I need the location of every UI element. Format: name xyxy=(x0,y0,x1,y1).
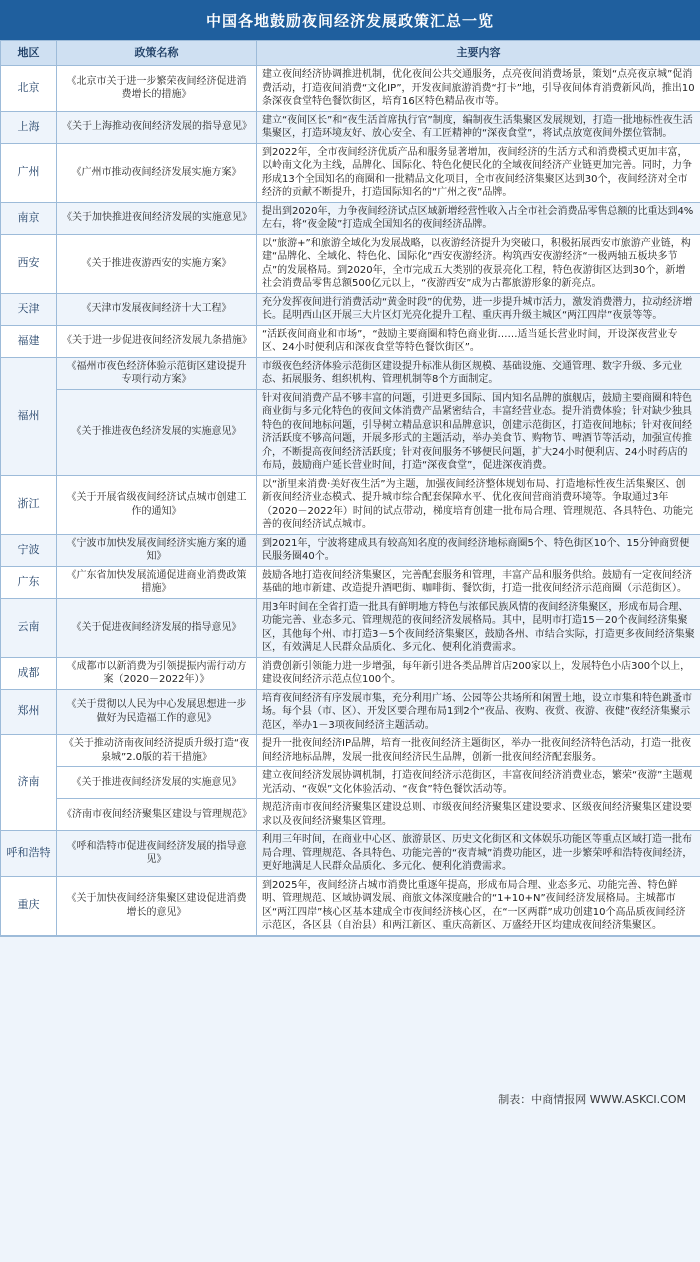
region-cell: 西安 xyxy=(1,234,57,293)
region-cell: 云南 xyxy=(1,598,57,657)
policy-cell: 《关于加快夜间经济集聚区建设促进消费增长的意见》 xyxy=(57,876,257,935)
policy-cell: 《广州市推动夜间经济发展实施方案》 xyxy=(57,143,257,202)
policy-cell: 《关于开展省级夜间经济试点城市创建工作的通知》 xyxy=(57,475,257,534)
content-cell: 培育夜间经济有序发展市集，充分利用广场、公园等公共场所和闲置土地，设立市集和特色跳蚤市场。每个县（市、区）、开发区要合理布局1到2个“夜品、夜购、夜赏、夜游、夜健”夜经济集聚示范区，举办1－3项夜间经济主题活动。 xyxy=(257,689,700,735)
policy-cell: 《呼和浩特市促进夜间经济发展的指导意见》 xyxy=(57,831,257,877)
table-row xyxy=(1,799,700,831)
policy-cell: 《天津市发展夜间经济十大工程》 xyxy=(57,293,257,325)
region-cell: 浙江 xyxy=(1,475,57,534)
table-row xyxy=(1,66,700,112)
table-row xyxy=(1,325,700,357)
content-cell: 以“旅游+”和旅游全域化为发展战略，以夜游经济提升为突破口，积极拓展西安市旅游产业链，构建“品牌化、全域化、特色化、国际化”西安夜游经济。构筑西安夜游经济“一极两轴五板块多节点”的发展格局。到2020年，全市完成五大类别的夜景亮化工程，特色夜游街区达到30个，新增社会消费品零售总额500亿元以上，“夜游西安”成为古都旅游形象的新亮点。 xyxy=(257,234,700,293)
policy-cell: 《关于推进夜色经济发展的实施意见》 xyxy=(57,389,257,475)
table-row xyxy=(1,767,700,799)
content-cell: 建立夜间经济发展协调机制，打造夜间经济示范街区，丰富夜间经济消费业态，繁荣“夜游”主题观光活动、“夜娱”文化体验活动、“夜食”特色餐饮活动等。 xyxy=(257,767,700,799)
policy-cell: 《关于贯彻以人民为中心发展思想进一步做好为民造福工作的意见》 xyxy=(57,689,257,735)
table-header-row xyxy=(1,41,700,66)
content-cell: “活跃夜间商业和市场”，“鼓励主要商圈和特色商业街……适当延长营业时间，开设深夜营业专区、24小时便利店和深夜食堂等特色餐饮街区”。 xyxy=(257,325,700,357)
region-cell: 广州 xyxy=(1,143,57,202)
region-cell: 济南 xyxy=(1,735,57,831)
table-row xyxy=(1,475,700,534)
policy-cell: 《福州市夜色经济体验示范街区建设提升专项行动方案》 xyxy=(57,357,257,389)
table-row xyxy=(1,598,700,657)
table-row xyxy=(1,293,700,325)
region-cell: 宁波 xyxy=(1,534,57,566)
policy-cell: 《关于推动济南夜间经济提质升级打造“夜泉城”2.0版的若干措施》 xyxy=(57,735,257,767)
region-cell: 呼和浩特 xyxy=(1,831,57,877)
header-content: 主要内容 xyxy=(257,41,700,66)
table-row xyxy=(1,389,700,475)
content-cell: 以“浙里来消费·美好夜生活”为主题，加强夜间经济整体规划布局、打造地标性夜生活集聚区、创新夜间经济业态模式、提升城市综合配套保障水平、优化夜间营商消费环境等。争取通过3年（2020－2022年）时间的试点带动，梯度培育创建一批布局合理、管理规范、各具特色、功能完善的夜间经济试点城市。 xyxy=(257,475,700,534)
content-cell: 消费创新引领能力进一步增强，每年新引进各类品牌首店200家以上，发展特色小店300个以上，建设夜间经济示范点位100个。 xyxy=(257,657,700,689)
table-row xyxy=(1,657,700,689)
policy-table xyxy=(0,40,700,936)
region-cell: 北京 xyxy=(1,66,57,112)
content-cell: 建立“夜间区长”和“夜生活首席执行官”制度，编制夜生活集聚区发展规划，打造一批地标性夜生活集聚区，打造环境友好、放心安全、有工匠精神的“深夜食堂”，将试点放宽夜间外摆位管制。 xyxy=(257,111,700,143)
table-row xyxy=(1,689,700,735)
policy-cell: 《关于推进夜间经济发展的实施意见》 xyxy=(57,767,257,799)
content-cell: 到2021年，宁波将建成具有较高知名度的夜间经济地标商圈5个、特色街区10个、15分钟商贸便民服务圈40个。 xyxy=(257,534,700,566)
content-cell: 到2025年，夜间经济占城市消费比重逐年提高，形成布局合理、业态多元、功能完善、特色鲜明、管理规范、区域协调发展、商旅文体深度融合的“1+10+N”夜间经济发展格局。主城都市区“两江四岸”核心区基本建成全市夜间经济核心区，在“一区两群”成功创建10个高品质夜间经济示范区，各区县（自治县）和两江新区、重庆高新区、万盛经开区均建成夜间经济集聚区。 xyxy=(257,876,700,935)
region-cell: 郑州 xyxy=(1,689,57,735)
policy-cell: 《成都市以新消费为引领提振内需行动方案（2020－2022年）》 xyxy=(57,657,257,689)
header-region: 地区 xyxy=(1,41,57,66)
content-cell: 用3年时间在全省打造一批具有鲜明地方特色与浓郁民族风情的夜间经济集聚区，形成布局合理、功能完善、业态多元、管理规范的夜间经济发展格局。其中，昆明市打造15－20个夜间经济集聚区，其他每个州、市打造3－5个夜间经济集聚区，鼓励各州、市结合实际，打造更多夜间经济集聚区，有效满足人民群众品质化、多元化、便利化消费需求。 xyxy=(257,598,700,657)
policy-cell: 《关于上海推动夜间经济发展的指导意见》 xyxy=(57,111,257,143)
policy-cell: 《广东省加快发展流通促进商业消费政策措施》 xyxy=(57,566,257,598)
region-cell: 广东 xyxy=(1,566,57,598)
policy-cell: 《宁波市加快发展夜间经济实施方案的通知》 xyxy=(57,534,257,566)
table-row xyxy=(1,566,700,598)
content-cell: 规范济南市夜间经济聚集区建设总则、市级夜间经济聚集区建设要求、区级夜间经济聚集区建设要求以及夜间经济聚集区管理。 xyxy=(257,799,700,831)
content-cell: 建立夜间经济协调推进机制，优化夜间公共交通服务，点亮夜间消费场景，策划“点亮夜京城”促消费活动，打造夜间消费“文化IP”，开发夜间旅游消费“打卡”地，引导夜间体育消费新风尚，推出10条深夜食堂特色餐饮街区，培育16区特色精品夜市等。 xyxy=(257,66,700,112)
content-cell: 市级夜色经济体验示范街区建设提升标准从街区规模、基础设施、交通管理、数字升级、多元业态、拓展服务、组织机构、管理机制等8个方面制定。 xyxy=(257,357,700,389)
content-cell: 鼓励各地打造夜间经济集聚区，完善配套服务和管理，丰富产品和服务供给。鼓励有一定夜间经济基础的地市新建、改造提升酒吧街、咖啡街、餐饮街，打造一批夜间经济示范商圈（示范街区）。 xyxy=(257,566,700,598)
policy-cell: 《关于进一步促进夜间经济发展九条措施》 xyxy=(57,325,257,357)
region-cell: 上海 xyxy=(1,111,57,143)
table-row xyxy=(1,735,700,767)
table-row xyxy=(1,831,700,877)
region-cell: 南京 xyxy=(1,202,57,234)
region-cell: 天津 xyxy=(1,293,57,325)
table-row xyxy=(1,534,700,566)
policy-cell: 《北京市关于进一步繁荣夜间经济促进消费增长的措施》 xyxy=(57,66,257,112)
content-cell: 充分发挥夜间进行消费活动“黄金时段”的优势，进一步提升城市活力，激发消费潜力，拉动经济增长。昆明西山区开展三大片区灯光亮化提升工程、重庆再升级主城区“两江四岸”夜景等等。 xyxy=(257,293,700,325)
content-cell: 提出到2020年，力争夜间经济试点区域新增经营性收入占全市社会消费品零售总额的比重达到4%左右，将“夜金陵”打造成全国知名的夜间经济品牌。 xyxy=(257,202,700,234)
source-footer: 制表：中商情报网 WWW.ASKCI.COM xyxy=(0,936,700,1262)
table-row xyxy=(1,111,700,143)
table-row xyxy=(1,202,700,234)
table-row xyxy=(1,234,700,293)
content-cell: 利用三年时间，在商业中心区、旅游景区、历史文化街区和文体娱乐功能区等重点区域打造一批布局合理、管理规范、各具特色、功能完善的“夜青城”消费功能区，进一步繁荣呼和浩特夜间经济，更好地满足人民群众品质化、多元化、便利化消费需求。 xyxy=(257,831,700,877)
table-row xyxy=(1,357,700,389)
region-cell: 成都 xyxy=(1,657,57,689)
policy-cell: 《济南市夜间经济聚集区建设与管理规范》 xyxy=(57,799,257,831)
page-title: 中国各地鼓励夜间经济发展政策汇总一览 xyxy=(0,0,700,40)
region-cell: 重庆 xyxy=(1,876,57,935)
table-row xyxy=(1,876,700,935)
policy-cell: 《关于促进夜间经济发展的指导意见》 xyxy=(57,598,257,657)
content-cell: 到2022年，全市夜间经济优质产品和服务显著增加，夜间经济的生活方式和消费模式更加丰富，以岭南文化为主线，品牌化、国际化、特色化便民化的全域夜间经济产业链更加完善。同时，力争形成13个全国知名的商圈和一批精品文化项目，全市夜间经济集聚区达到30个，夜间经济对全市经济的贡献不断提升，打造国际知名的“广州之夜”品牌。 xyxy=(257,143,700,202)
content-cell: 提升一批夜间经济IP品牌，培育一批夜间经济主题街区，举办一批夜间经济特色活动，打造一批夜间经济地标品牌，发展一批夜间经济民生品牌，创新一批夜间经济配套服务。 xyxy=(257,735,700,767)
region-cell: 福州 xyxy=(1,357,57,475)
region-cell: 福建 xyxy=(1,325,57,357)
header-policy: 政策名称 xyxy=(57,41,257,66)
content-cell: 针对夜间消费产品不够丰富的问题，引进更多国际、国内知名品牌的旗舰店，鼓励主要商圈和特色商业街与多元化特色的夜间文体消费产品紧密结合，丰富经营业态。提升消费体验；针对缺少独具特色的夜间地标问题，引导树立精品意识和品牌意识，创建示范街区，打造夜间地标；针对夜间经济活跃度不够高问题，开展多形式的主题活动，举办美食节、购物节、啤酒节等活动，加强宣传推介，不断提高夜间经济活跃度；针对夜间服务不够便民问题，扩大24小时便利店、24小时药店的布局，鼓励商户延长营业时间，打造“深夜食堂”，促进深夜消费。 xyxy=(257,389,700,475)
policy-cell: 《关于加快推进夜间经济发展的实施意见》 xyxy=(57,202,257,234)
table-row xyxy=(1,143,700,202)
policy-cell: 《关于推进夜游西安的实施方案》 xyxy=(57,234,257,293)
